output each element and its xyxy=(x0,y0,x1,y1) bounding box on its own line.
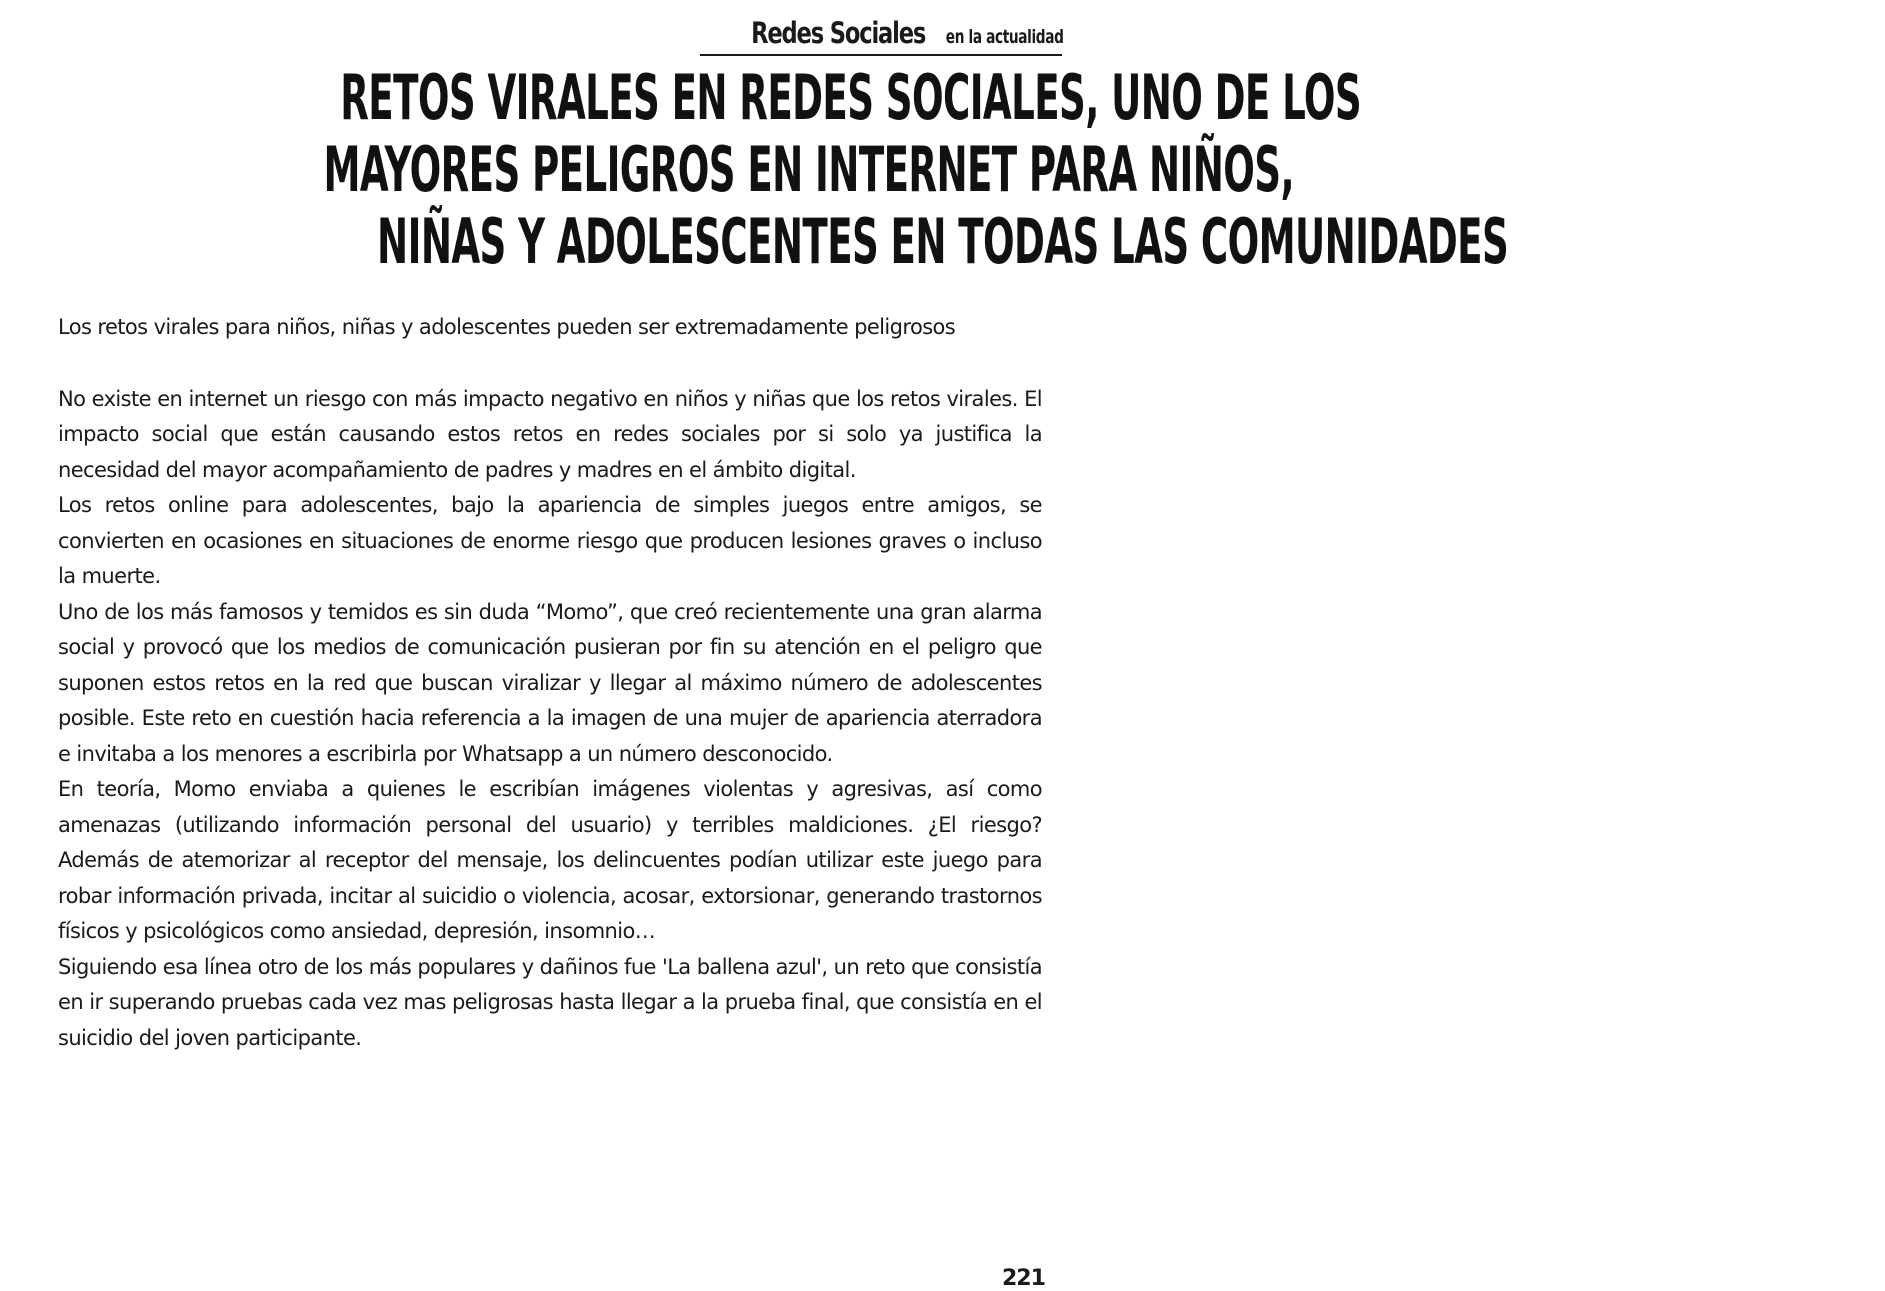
title-line-2-text: MAYORES PELIGROS EN INTERNET PARA NIÑOS, xyxy=(323,133,1295,206)
title-line-1-text: RETOS VIRALES EN REDES SOCIALES, UNO DE LOS xyxy=(340,61,1362,134)
article-title-line xyxy=(0,133,1295,206)
intro-paragraph: Los retos virales para niños, niñas y adolescentes pueden ser extremadamente peligrosos xyxy=(58,315,956,339)
section-subtitle: en la actualidad xyxy=(946,26,1064,48)
article-body xyxy=(58,310,1042,1056)
section-header xyxy=(700,12,1062,56)
body-paragraph: Siguiendo esa línea otro de los más populares y dañinos fue 'La ballena azul', un reto que consistía en ir superando pruebas cada vez mas peligrosas hasta llegar a la prueba final, que consistía en el suicidio del joven participante. xyxy=(58,954,1042,1050)
article-title xyxy=(0,61,1509,278)
title-line-3-text: NIÑAS Y ADOLESCENTES EN TODAS LAS COMUNIDADES xyxy=(377,205,1509,278)
article-title-line xyxy=(0,205,1509,278)
article-title-line xyxy=(0,61,1362,134)
body-paragraph: No existe en internet un riesgo con más impacto negativo en niños y niñas que los retos virales. El impacto social que están causando estos retos en redes sociales por si solo ya justifica la necesidad del mayor acompañamiento de padres y madres en el ámbito digital. xyxy=(58,386,1042,482)
body-paragraph: Los retos online para adolescentes, bajo la apariencia de simples juegos entre amigos, se convierten en ocasiones en situaciones de enorme riesgo que producen lesiones graves o incluso la muerte. xyxy=(58,493,1042,588)
body-paragraph: En teoría, Momo enviaba a quienes le escribían imágenes violentas y agresivas, así como amenazas (utilizando información personal del usuario) y terribles maldiciones. ¿El riesgo? Además de atemorizar al receptor del mensaje, los delincuentes podían utilizar este juego para robar información privada, incitar al suicidio o violencia, acosar, extorsionar, generando trastornos físicos y psicológicos como ansiedad, depresión, insomnio… xyxy=(58,777,1042,943)
body-paragraph: Uno de los más famosos y temidos es sin duda “Momo”, que creó recientemente una gran alarma social y provocó que los medios de comunicación pusieran por fin su atención en el peligro que suponen estos retos en la red que buscan viralizar y llegar al máximo número de adolescentes posible. Este reto en cuestión hacia referencia a la imagen de una mujer de apariencia aterradora e invitaba a los menores a escribirla por Whatsapp a un número desconocido. xyxy=(58,599,1042,766)
page-number: 221 xyxy=(1002,1266,1045,1291)
section-title: Redes Sociales xyxy=(751,16,926,50)
paragraph-spacer xyxy=(58,346,1042,382)
